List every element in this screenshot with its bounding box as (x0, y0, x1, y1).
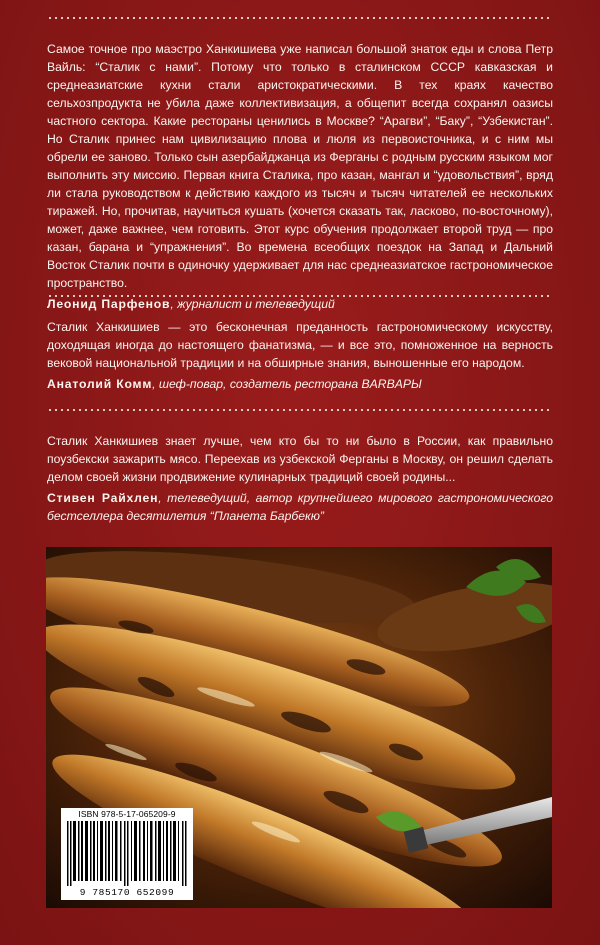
barcode-digits: 9 785170 652099 (79, 887, 175, 898)
quote-attribution (47, 375, 553, 393)
quote-text: Самое точное про маэстро Ханкишиева уже написал большой знаток еды и слова Петр Вайль: “Сталик с нами”. Потому что только в сталинском СССР кавказская и среднеазиатские кухни стали аристократическими. В тех краях качество сельхозпродукта не убила даже коллективизация, а общепит всегда сохранял оазисы частного сектора. Какие рестораны ценились в Москве? “Арагви”, “Баку”, “Узбекистан”. Но Сталик принес нам цивилизацию плова и люля из первоисточника, и с ним мы обрели ее заново. Только сын азербайджанца из Ферганы с родным русским языком мог выполнить эту миссию. Первая книга Сталика, про казан, мангал и “удовольствия”, вряд ли стала руководством к действию каждого из тысяч и тысяч читателей ее нескольких тиражей. Но, прочитав, научиться кушать (хочется сказать так, ласково, по-восточному), может, даже важнее, чем готовить. Этот курс обучения продолжает второй труд — про казан, барана и “упражнения”. Во времена всеобщих поездок на Запад и Дальний Восток Сталик почти в одиночку удерживает для нас среднеазиатское гастрономическое пространство. (47, 42, 553, 290)
quote-attribution (47, 489, 553, 525)
quote-author-role: , телеведущий, автор крупнейшего мирового гастрономического бестселлера десятилетия “Планета Барбекю” (47, 491, 554, 523)
isbn-barcode (61, 808, 193, 900)
quote-parfenov (47, 40, 553, 313)
dotted-divider-1 (47, 295, 552, 297)
quote-author-role: , журналист и телеведущий (170, 297, 335, 311)
barcode-bars (65, 821, 189, 886)
isbn-label: ISBN 978-5-17-065209-9 (78, 809, 176, 819)
quote-author: Стивен Райхлен (47, 491, 159, 505)
quote-author: Анатолий Комм (47, 377, 153, 391)
quote-author: Леонид Парфенов (47, 297, 171, 311)
dotted-divider-top (47, 17, 552, 19)
quote-attribution (47, 295, 553, 313)
quote-author-role: , шеф-повар, создатель ресторана BARBAРЫ (152, 377, 422, 391)
quote-raichlen (47, 432, 553, 525)
quote-text: Сталик Ханкишиев — это бесконечная преданность гастрономическому искусству, доходящая иногда до настоящего фанатизма, — и все это, помноженное на верность вековой национальной традиции и на обширные знания, выношенные его народом. (47, 320, 553, 370)
quote-text: Сталик Ханкишиев знает лучше, чем кто бы то ни было в России, как правильно поузбекски зажарить мясо. Переехав из узбекской Ферганы в Москву, он решил сделать делом своей жизни продвижение кулинарных традиций своей родины... (47, 434, 553, 484)
quote-komm (47, 318, 553, 393)
dotted-divider-2 (47, 409, 552, 411)
